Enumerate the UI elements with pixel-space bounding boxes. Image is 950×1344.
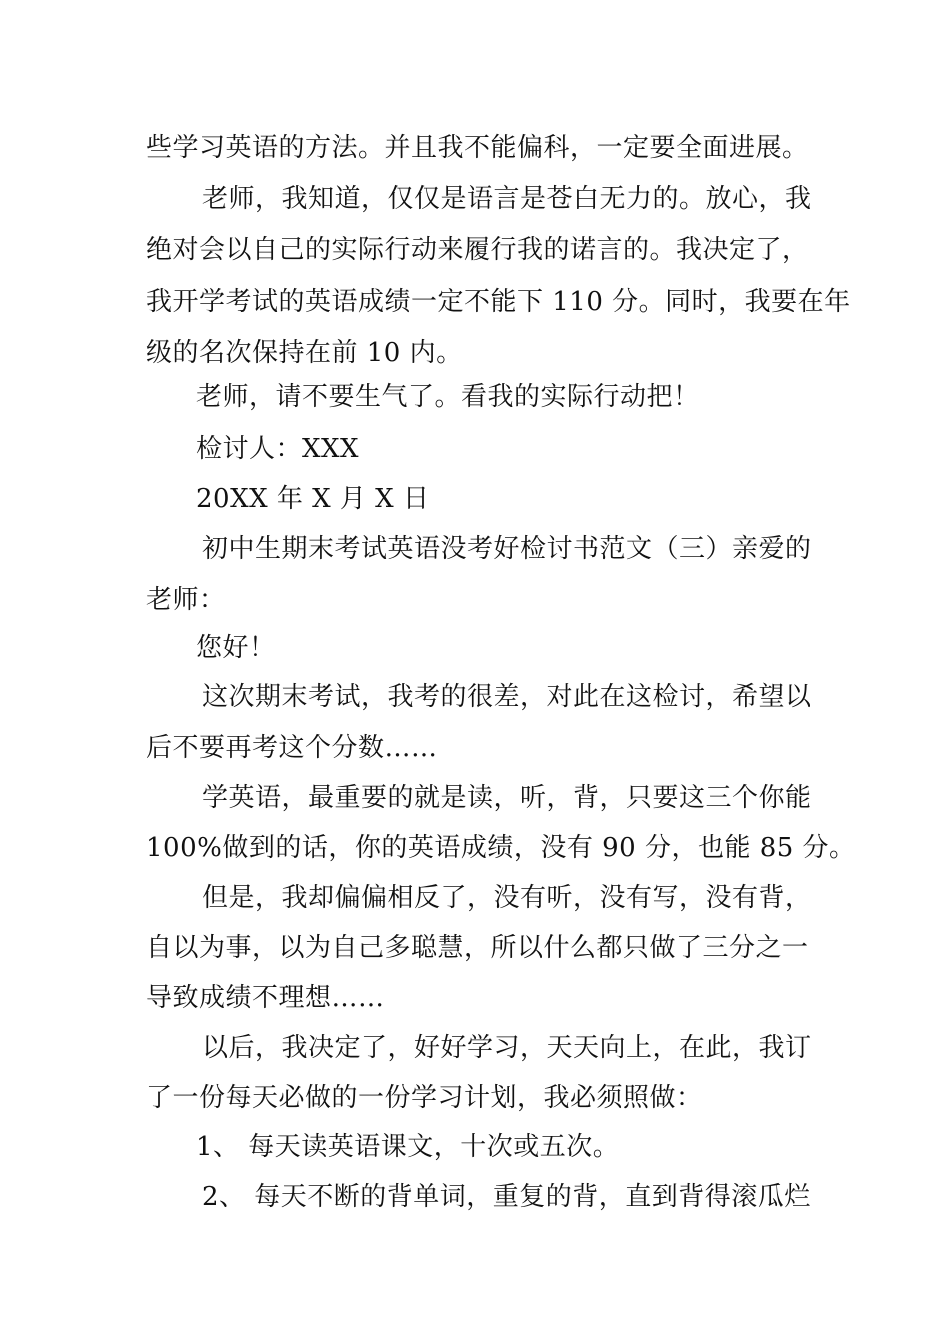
greeting-line: 您好！ xyxy=(196,633,276,663)
paragraph-line: 自以为事，以为自己多聪慧，所以什么都只做了三分之一 xyxy=(146,933,809,963)
list-item-line: 2、 每天不断的背单词，重复的背，直到背得滚瓜烂 xyxy=(202,1182,811,1212)
paragraph-line: 级的名次保持在前 10 内。 xyxy=(146,338,463,368)
date-line: 20XX 年 X 月 X 日 xyxy=(196,484,430,514)
paragraph-line: 绝对会以自己的实际行动来履行我的诺言的。我决定了， xyxy=(146,235,809,265)
paragraph-line: 100%做到的话，你的英语成绩，没有 90 分，也能 85 分。 xyxy=(146,833,856,863)
paragraph-line: 老师，我知道，仅仅是语言是苍白无力的。放心，我 xyxy=(202,184,812,214)
paragraph-line: 些学习英语的方法。并且我不能偏科，一定要全面进展。 xyxy=(146,133,809,163)
paragraph-line: 老师，请不要生气了。看我的实际行动把！ xyxy=(196,382,700,412)
paragraph-line: 这次期末考试，我考的很差，对此在这检讨，希望以 xyxy=(202,682,812,712)
paragraph-line: 后不要再考这个分数…… xyxy=(146,733,438,763)
paragraph-line: 学英语，最重要的就是读，听，背，只要这三个你能 xyxy=(202,783,812,813)
paragraph-line: 但是，我却偏偏相反了，没有听，没有写，没有背， xyxy=(202,883,812,913)
paragraph-line: 导致成绩不理想…… xyxy=(146,983,385,1013)
section-heading-line: 初中生期末考试英语没考好检讨书范文（三）亲爱的 xyxy=(202,534,812,564)
paragraph-line: 老师： xyxy=(146,585,226,615)
paragraph-line: 了一份每天必做的一份学习计划，我必须照做： xyxy=(146,1083,703,1113)
signature-line: 检讨人：XXX xyxy=(196,434,360,464)
list-item-line: 1、 每天读英语课文，十次或五次。 xyxy=(196,1132,620,1162)
paragraph-line: 我开学考试的英语成绩一定不能下 110 分。同时，我要在年 xyxy=(146,287,851,317)
paragraph-line: 以后，我决定了，好好学习，天天向上，在此，我订 xyxy=(202,1033,812,1063)
